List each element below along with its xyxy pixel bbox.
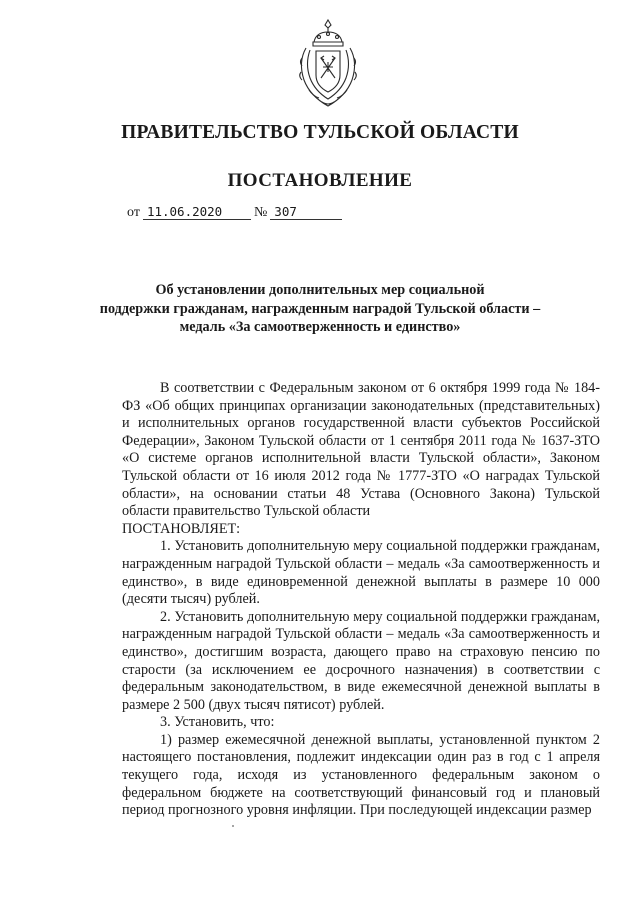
document-type-heading: ПОСТАНОВЛЕНИЕ — [227, 170, 413, 191]
clause-1: 1. Установить дополнительную меру социальной поддержки гражданам, награжденным наградой Тульской области – медаль «За самоотверженность и единство», в виде единовременной денежной выплаты в размере 10 000 (десяти тысяч) рублей. — [122, 538, 600, 608]
tula-coat-of-arms-emblem — [297, 18, 359, 110]
clause-2: 2. Установить дополнительную меру социальной поддержки гражданам, награжденным наградой Тульской области – медаль «За самоотверженность и единство», достигшим возраста, дающего право на страховую пенсию по старости (за исключением ее досрочного назначения) в соответствии с федеральным законодательством, в виде ежемесячной денежной выплаты в размере 2 500 (двух тысяч пятисот) рублей. — [122, 608, 600, 713]
resolves-keyword: ПОСТАНОВЛЯЕТ: — [122, 520, 241, 537]
organization-title: ПРАВИТЕЛЬСТВО ТУЛЬСКОЙ ОБЛАСТИ — [121, 122, 519, 143]
document-title — [80, 281, 560, 337]
date-label: от — [127, 205, 140, 220]
title-line: поддержки гражданам, награжденным наградой Тульской области – — [99, 300, 541, 317]
document-date: 11.06.2020 — [143, 204, 251, 220]
preamble-paragraph: В соответствии с Федеральным законом от 6 октября 1999 года № 184-ФЗ «Об общих принципах организации законодательных (представительных) и исполнительных органов государственной власти субъектов Российской Федерации», Законом Тульской области от 1 сентября 2011 года № 1637-ЗТО «О системе органов исполнительной власти Тульской области», Законом Тульской области от 16 июля 2012 года № 1777-ЗТО «О наградах Тульской области», на основании статьи 48 Устава (Основного Закона) Тульской области правительство Тульской области — [122, 380, 600, 520]
document-body — [122, 380, 600, 820]
document-date-number-line — [124, 204, 342, 221]
scan-speck — [232, 825, 234, 827]
number-label: № — [253, 205, 268, 220]
clause-3-subitem-1: 1) размер ежемесячной денежной выплаты, установленной пунктом 2 настоящего постановления, подлежит индексации один раз в год с 1 апреля текущего года, исходя из установленного федеральным законом о федеральном бюджете на соответствующий финансовый год и плановый период прогнозного уровня инфляции. При последующей индексации размер — [122, 731, 600, 819]
title-line: медаль «За самоотверженность и единство» — [179, 319, 461, 335]
document-number: 307 — [270, 204, 342, 220]
title-line: Об установлении дополнительных мер социальной — [155, 282, 485, 298]
clause-3: 3. Установить, что: — [160, 714, 275, 731]
